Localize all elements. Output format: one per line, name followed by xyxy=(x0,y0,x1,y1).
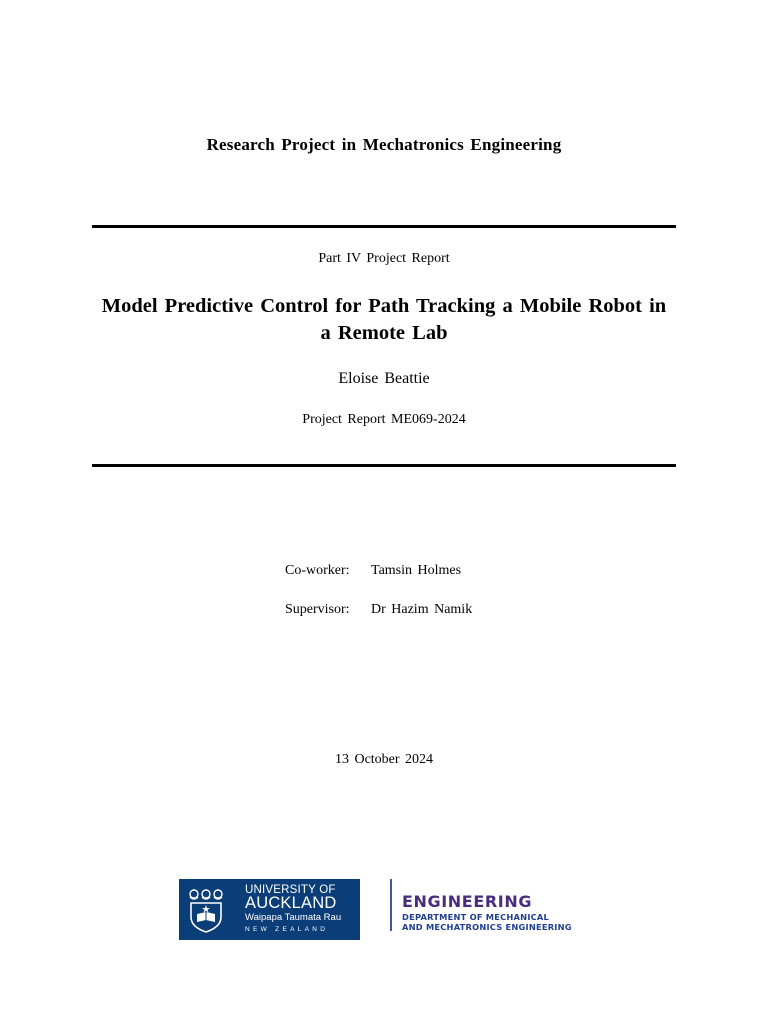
bottom-rule xyxy=(92,464,676,467)
coworker-label: Co-worker: xyxy=(285,563,350,578)
top-rule xyxy=(92,225,676,228)
university-logo-line4: NEW ZEALAND xyxy=(245,926,329,933)
report-date: 13 October 2024 xyxy=(334,752,434,767)
author-name: Eloise Beattie xyxy=(338,370,430,387)
supervisor-label: Supervisor: xyxy=(285,602,350,617)
university-logo xyxy=(179,879,360,940)
report-title: Model Predictive Control for Path Tracking a Mobile Robot in a Remote Lab xyxy=(101,295,667,344)
university-logo-line1: UNIVERSITY OF xyxy=(245,884,336,896)
engineering-logo-title: ENGINEERING xyxy=(402,892,533,911)
report-id: Project Report ME069-2024 xyxy=(302,412,466,427)
coworker-name: Tamsin Holmes xyxy=(371,563,462,578)
university-logo-line2: AUCKLAND xyxy=(245,894,337,912)
engineering-logo-dept-line1: DEPARTMENT OF MECHANICAL xyxy=(402,912,550,922)
engineering-logo-dept-line2: AND MECHATRONICS ENGINEERING xyxy=(402,922,572,932)
engineering-logo-divider xyxy=(390,879,392,931)
report-part: Part IV Project Report xyxy=(318,251,450,266)
university-logo-line3: Waipapa Taumata Rau xyxy=(245,912,342,923)
supervisor-row xyxy=(285,602,472,618)
coworker-row xyxy=(285,563,461,579)
supervisor-name: Dr Hazim Namik xyxy=(371,602,473,617)
report-heading: Research Project in Mechatronics Engineering xyxy=(206,135,562,154)
university-crest-icon xyxy=(187,887,225,933)
